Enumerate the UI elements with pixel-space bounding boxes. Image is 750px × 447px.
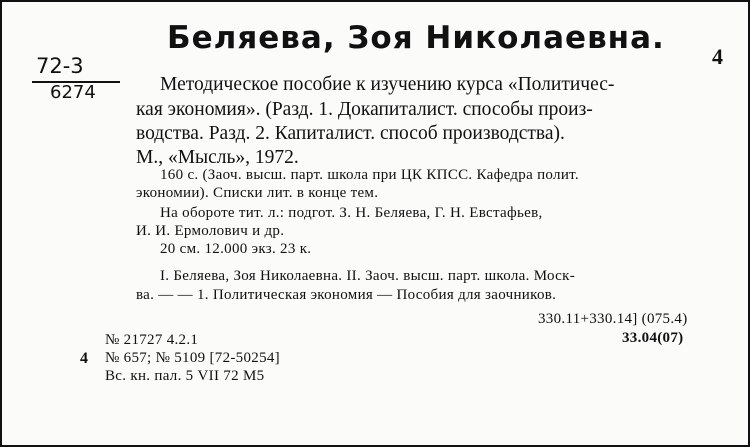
note-line-1: 160 с. (Заоч. высш. парт. школа при ЦК КПСС. Кафедра полит. [160,167,579,183]
card-number: 4 [712,44,723,69]
registry-line-1: № 21727 4.2.1 [105,332,199,348]
tracing-line-2: ва. — — 1. Политическая экономия — Пособия для заочников. [136,287,557,303]
handwritten-author: Беляева, Зоя Николаевна. [167,20,665,56]
title-line-2: кая экономия». (Разд. 1. Докапиталист. способы произ- [136,99,593,120]
registry-card-number: 4 [80,350,89,367]
note-line-3: На обороте тит. л.: подгот. З. Н. Беляева, Г. Н. Евстафьев, [160,205,543,221]
tracing-line-1: I. Беляева, Зоя Николаевна. II. Заоч. высш. парт. школа. Моск- [160,268,575,284]
title-line-4: М., «Мысль», 1972. [136,147,299,168]
registry-line-2: № 657; № 5109 [72-50254] [105,350,280,366]
udc-code: 330.11+330.14] (075.4) [538,311,688,327]
title-line-3: водства. Разд. 2. Капиталист. способ производства). [136,123,565,144]
note-line-4: И. И. Ермолович и др. [136,223,285,239]
note-line-2: экономии). Списки лит. в конце тем. [136,185,379,201]
registry-line-3: Вс. кн. пал. 5 VII 72 М5 [105,368,265,384]
handwritten-classmark-top: 72-3 [36,54,84,78]
note-line-5: 20 см. 12.000 экз. 23 к. [160,241,312,257]
handwritten-classmark-bottom: 6274 [50,82,96,103]
bbk-code: 33.04(07) [622,330,684,346]
title-line-1: Методическое пособие к изучению курса «Политичес- [160,74,615,95]
